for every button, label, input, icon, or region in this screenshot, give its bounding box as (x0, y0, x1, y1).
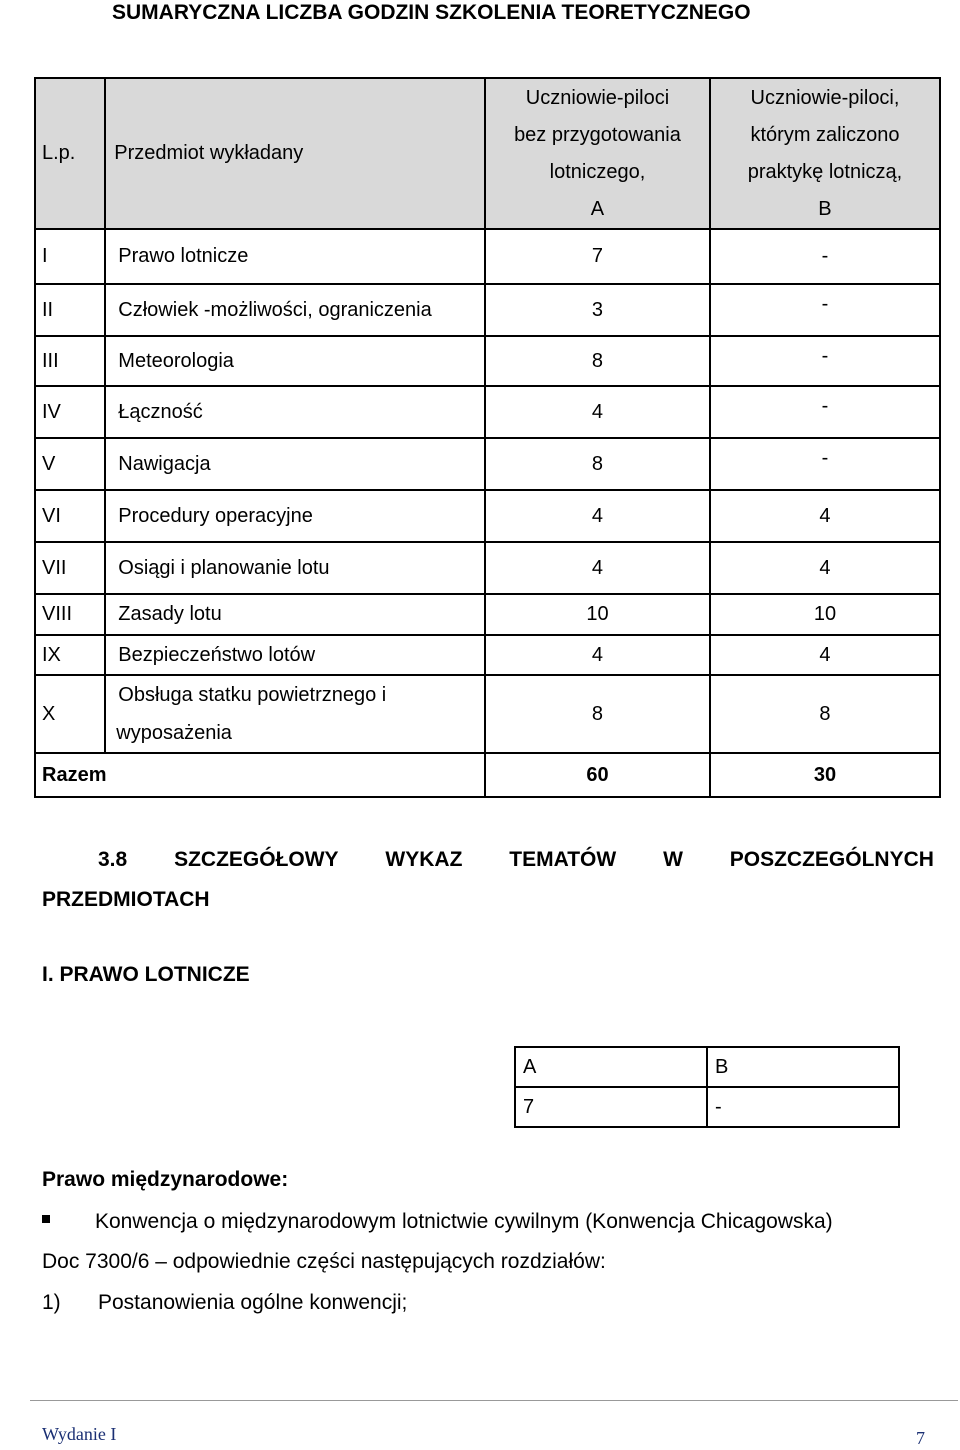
total-value-b: 30 (710, 753, 940, 797)
header-col-a (485, 78, 710, 229)
table-row (35, 438, 940, 490)
row-value-a: 4 (485, 635, 710, 675)
header-subject: Przedmiot wykładany (105, 78, 485, 229)
row-subject: Łączność (105, 386, 485, 438)
row-number: IX (35, 635, 105, 675)
table-row (35, 675, 940, 753)
header-col-a-line: Uczniowie-piloci (525, 86, 670, 109)
header-col-b (710, 78, 940, 229)
item-text: Postanowienia ogólne konwencji; (98, 1291, 408, 1314)
row-value-b: - (710, 438, 940, 490)
table-row (35, 386, 940, 438)
row-value-a: 3 (485, 284, 710, 336)
table-row (35, 284, 940, 336)
page-number: 7 (916, 1428, 925, 1448)
row-value-b: 4 (710, 542, 940, 594)
row-value-b: 4 (710, 490, 940, 542)
row-subject: Człowiek -możliwości, ograniczenia (105, 284, 485, 336)
row-number: III (35, 336, 105, 386)
row-subject-line: wyposażenia (116, 722, 232, 744)
hours-header-b: B (707, 1047, 899, 1087)
hours-table-header (515, 1047, 899, 1087)
table-row (35, 336, 940, 386)
row-number: VI (35, 490, 105, 542)
row-value-b: 4 (710, 635, 940, 675)
doc-line: Doc 7300/6 – odpowiednie części następujących rozdziałów: (42, 1250, 606, 1273)
row-number: II (35, 284, 105, 336)
row-subject: Osiągi i planowanie lotu (105, 542, 485, 594)
row-number: V (35, 438, 105, 490)
table-row (35, 542, 940, 594)
row-number: IV (35, 386, 105, 438)
row-number: X (35, 675, 105, 753)
heading-line-2: PRZEDMIOTACH (42, 888, 210, 911)
row-subject: Prawo lotnicze (105, 229, 485, 284)
row-value-b: 10 (710, 594, 940, 635)
table-total-row (35, 753, 940, 797)
table-row (35, 594, 940, 635)
row-value-a: 4 (485, 542, 710, 594)
header-col-b-line: B (818, 197, 832, 220)
hours-value-b: - (707, 1087, 899, 1127)
page-title: SUMARYCZNA LICZBA GODZIN SZKOLENIA TEORETYCZNEGO (112, 1, 751, 24)
header-col-b-line: Uczniowie-piloci, (750, 86, 900, 109)
row-value-a: 8 (485, 438, 710, 490)
row-subject: Procedury operacyjne (105, 490, 485, 542)
heading-word: 3.8 (98, 848, 128, 871)
subsection-title: I. PRAWO LOTNICZE (42, 963, 250, 986)
header-col-a-line: A (590, 197, 605, 220)
row-value-b: - (710, 336, 940, 386)
row-value-b: - (710, 229, 940, 284)
header-col-b-line: praktykę lotniczą, (747, 160, 903, 183)
row-subject: Nawigacja (105, 438, 485, 490)
hours-value-a: 7 (515, 1087, 707, 1127)
bullet-text: Konwencja o międzynarodowym lotnictwie cywilnym (Konwencja Chicagowska) (95, 1210, 833, 1233)
row-subject (105, 675, 485, 753)
section-heading (42, 840, 934, 920)
heading-word: POSZCZEGÓLNYCH (729, 848, 934, 871)
table-row (35, 490, 940, 542)
row-value-a: 7 (485, 229, 710, 284)
heading-word: TEMATÓW (509, 848, 617, 871)
bullet-item (42, 1208, 833, 1236)
footer-divider (30, 1400, 958, 1401)
row-subject: Bezpieczeństwo lotów (105, 635, 485, 675)
header-col-a-line: lotniczego, (549, 160, 646, 183)
row-value-a: 4 (485, 490, 710, 542)
header-lp: L.p. (35, 78, 105, 229)
numbered-item (42, 1289, 407, 1317)
row-value-a: 4 (485, 386, 710, 438)
row-subject: Meteorologia (105, 336, 485, 386)
heading-word: SZCZEGÓŁOWY (174, 848, 339, 871)
row-number: VIII (35, 594, 105, 635)
summary-table (34, 77, 941, 798)
row-value-b: - (710, 386, 940, 438)
header-col-a-line: bez przygotowania (514, 123, 681, 146)
row-value-b: 8 (710, 675, 940, 753)
law-heading: Prawo międzynarodowe: (42, 1168, 289, 1191)
row-number: I (35, 229, 105, 284)
row-number: VII (35, 542, 105, 594)
row-value-a: 8 (485, 675, 710, 753)
total-label: Razem (35, 753, 485, 797)
hours-table-values (515, 1087, 899, 1127)
hours-table (514, 1046, 900, 1128)
heading-word: W (663, 848, 683, 871)
total-value-a: 60 (485, 753, 710, 797)
hours-header-a: A (515, 1047, 707, 1087)
row-value-a: 8 (485, 336, 710, 386)
row-subject-line: Obsługa statku powietrznego i (118, 684, 387, 706)
table-row (35, 229, 940, 284)
row-subject: Zasady lotu (105, 594, 485, 635)
square-bullet-icon (42, 1215, 50, 1223)
table-row (35, 635, 940, 675)
heading-word: WYKAZ (385, 848, 463, 871)
header-col-b-line: którym zaliczono (750, 123, 900, 146)
item-number: 1) (42, 1291, 61, 1314)
table-header-row (35, 78, 940, 229)
row-value-b: - (710, 284, 940, 336)
footer-edition: Wydanie I (42, 1424, 117, 1444)
row-value-a: 10 (485, 594, 710, 635)
